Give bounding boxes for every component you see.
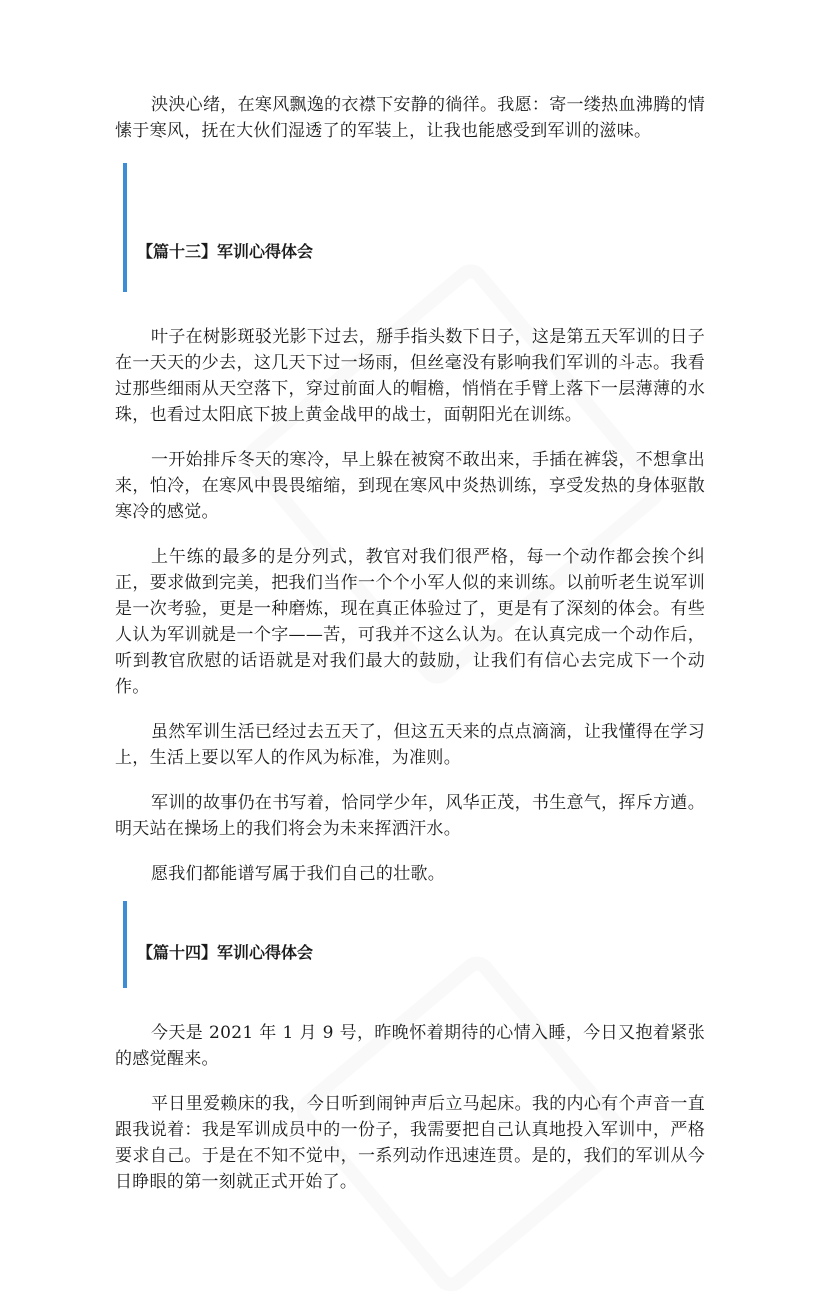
intro-paragraph: 泱泱心绪，在寒风飘逸的衣襟下安静的徜徉。我愿：寄一缕热血沸腾的情愫于寒风，抚在大伙们湿透了的军装上，让我也能感受到军训的滋味。 [115,95,705,141]
section-13-paragraph: 一开始排斥冬天的寒冷，早上躲在被窝不敢出来，手插在裤袋，不想拿出来，怕冷，在寒风中畏畏缩缩，到现在寒风中炎热训练，享受发热的身体驱散寒冷的感觉。 [115,450,705,522]
section-13-heading-bar [123,163,705,292]
section-14-paragraph: 平日里爱赖床的我，今日听到闹钟声后立马起床。我的内心有个声音一直跟我说着：我是军训成员中的一份子，我需要把自己认真地投入军训中，严格要求自己。于是在不知不觉中，一系列动作迅速连贯。是的，我们的军训从今日睁眼的第一刻就正式开始了。 [115,1094,705,1192]
section-14-heading: 【篇十四】军训心得体会 [137,943,314,962]
section-13-heading: 【篇十三】军训心得体会 [137,242,314,261]
section-13-paragraph: 军训的故事仍在书写着，恰同学少年，风华正茂，书生意气，挥斥方遒。明天站在操场上的我们将会为未来挥洒汗水。 [115,793,705,839]
section-14-paragraph: 今天是 2021 年 1 月 9 号，昨晚怀着期待的心情入睡，今日又抱着紧张的感觉醒来。 [115,1023,705,1069]
section-14-heading-bar [123,901,705,988]
section-13-body [115,324,705,887]
section-13-paragraph: 上午练的最多的是分列式，教官对我们很严格，每一个动作都会挨个纠正，要求做到完美，把我们当作一个个小军人似的来训练。以前听老生说军训是一次考验，更是一种磨炼，现在真正体验过了，更是有了深刻的体会。有些人认为军训就是一个字——苦，可我并不这么认为。在认真完成一个动作后，听到教官欣慰的话语就是对我们最大的鼓励，让我们有信心去完成下一个动作。 [115,547,705,697]
section-13-paragraph: 愿我们都能谱写属于我们自己的壮歌。 [151,864,446,884]
section-13-paragraph: 叶子在树影斑驳光影下过去，掰手指头数下日子，这是第五天军训的日子在一天天的少去，这几天下过一场雨，但丝毫没有影响我们军训的斗志。我看过那些细雨从天空落下，穿过前面人的帽檐，悄悄在手臂上落下一层薄薄的水珠，也看过太阳底下披上黄金战甲的战士，面朝阳光在训练。 [115,327,705,425]
section-14-body [115,1020,705,1195]
document-page [115,92,705,1195]
section-13-paragraph: 虽然军训生活已经过去五天了，但这五天来的点点滴滴，让我懂得在学习上，生活上要以军人的作风为标准，为准则。 [115,722,705,768]
